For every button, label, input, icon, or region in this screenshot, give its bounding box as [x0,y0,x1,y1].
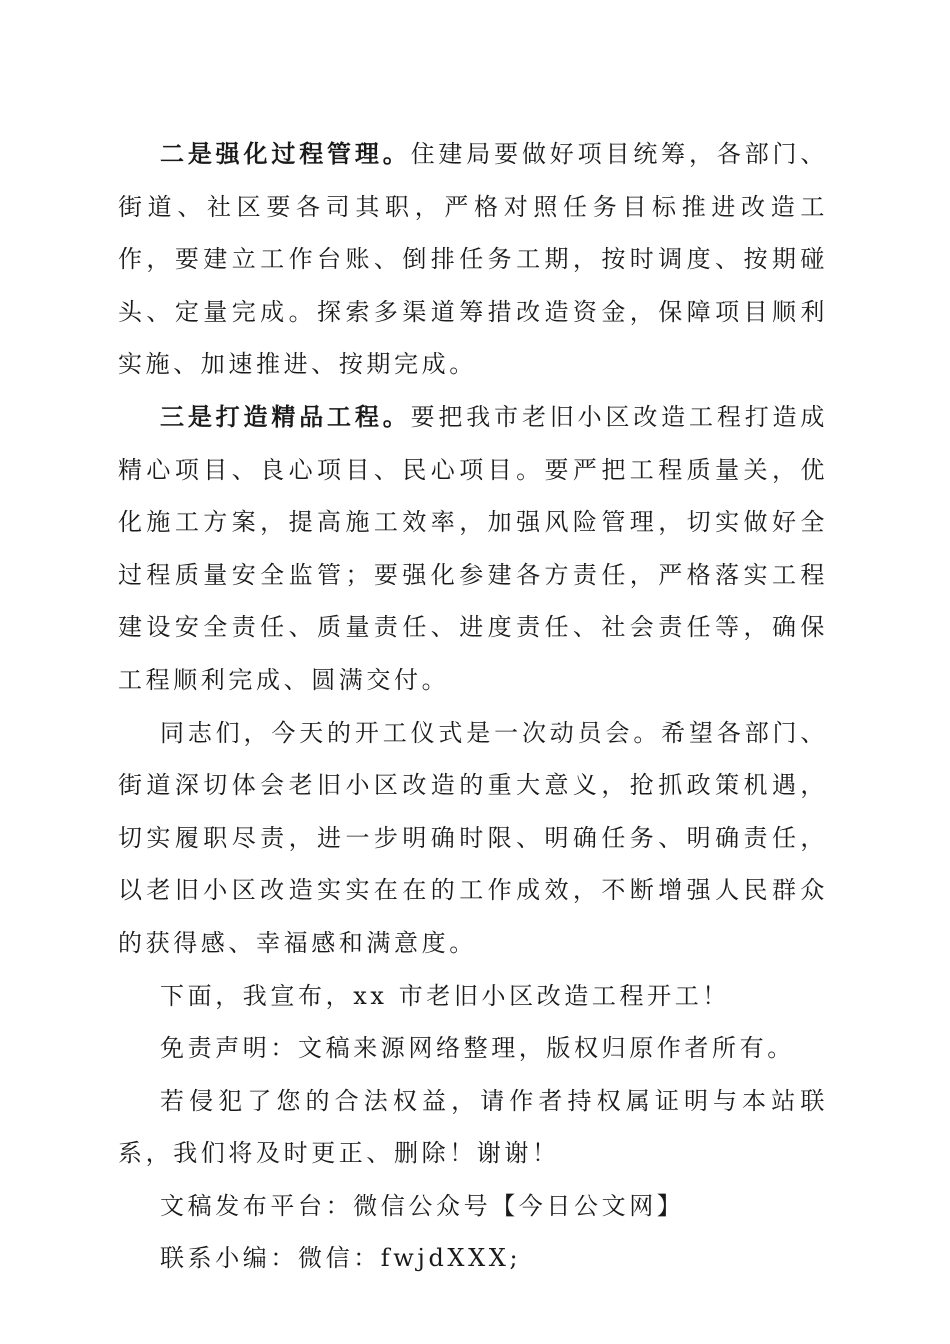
paragraph-text: 免责声明：文稿来源网络整理，版权归原作者所有。 [160,1034,795,1063]
paragraph-text: 文稿发布平台：微信公众号【今日公文网】 [160,1191,685,1220]
paragraph-text: 要把我市老旧小区改造工程打造成精心项目、良心项目、民心项目。要严把工程质量关，优化施工方案，提高施工效率，加强风险管理，切实做好全过程质量安全监管；要强化参建各方责任，严格落实工程建设安全责任、质量责任、进度责任、社会责任等，确保工程顺利完成、圆满交付。 [118,402,828,694]
paragraph-mobilization [118,707,828,970]
paragraph-text: 若侵犯了您的合法权益，请作者持权属证明与本站联系，我们将及时更正、删除！谢谢！ [118,1086,828,1168]
paragraph-heading: 二是强化过程管理。 [160,139,411,168]
paragraph-disclaimer [118,1022,828,1075]
paragraph-heading: 三是打造精品工程。 [160,401,411,431]
paragraph-quality-project [118,391,828,707]
paragraph-text: 住建局要做好项目统筹，各部门、街道、社区要各司其职，严格对照任务目标推进改造工作，要建立工作台账、倒排任务工期，按时调度、按期碰头、定量完成。探索多渠道筹措改造资金，保障项目顺利实施、加速推进、按期完成。 [118,140,828,379]
paragraph-announcement [118,970,828,1023]
paragraph-text: 同志们，今天的开工仪式是一次动员会。希望各部门、街道深切体会老旧小区改造的重大意义，抢抓政策机遇，切实履职尽责，进一步明确时限、明确任务、明确责任，以老旧小区改造实实在在的工作成效，不断增强人民群众的获得感、幸福感和满意度。 [118,718,828,957]
paragraph-process-management [118,128,828,391]
paragraph-contact [118,1232,828,1285]
document-body [118,128,828,1285]
paragraph-publish-platform [118,1180,828,1233]
paragraph-infringement-notice [118,1075,828,1180]
paragraph-text: 下面，我宣布，xx 市老旧小区改造工程开工！ [160,981,730,1010]
paragraph-text: 联系小编：微信：fwjdXXX; [160,1244,522,1273]
